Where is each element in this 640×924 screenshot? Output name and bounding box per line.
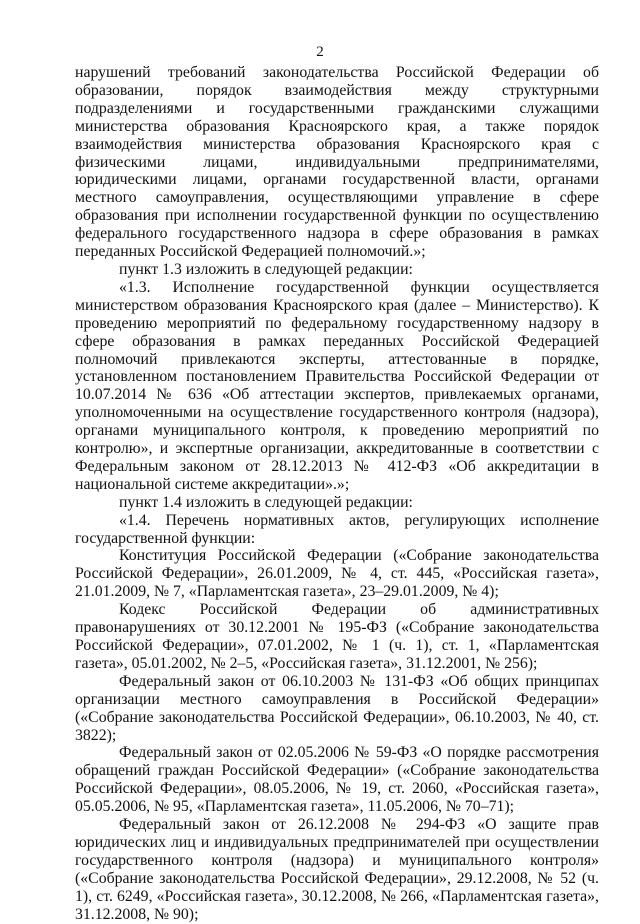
paragraph-8: Федеральный закон от 06.10.2003 № 131-ФЗ «Об общих принципах организации местного самоуправления в Российской Федерации» («Собрание законодательства Российской Федерации», 06.10.2003, № 40, ст. 3822);: [75, 672, 599, 744]
paragraph-1: нарушений требований законодательства Российской Федерации об образовании, порядок взаимодействия между структурными подразделениями и государственными гражданскими служащими министерства образования Красноярского края, а также порядок взаимодействия министерства образования Красноярского края с физическими лицами, индивидуальными предпринимателями, юридическими лицами, органами государственной власти, органами местного самоуправления, осуществляющими управление в сфере образования при исполнении государственной функции по осуществлению федерального государственного надзора в сфере образования в рамках переданных Российской Федерацией полномочий.»;: [75, 64, 599, 261]
paragraph-6: Конституция Российской Федерации («Собрание законодательства Российской Федерации», 26.01.2009, № 4, ст. 445, «Российская газета», 21.01.2009, № 7, «Парламентская газета», 23–29.01.2009, № 4);: [75, 547, 599, 601]
paragraph-9: Федеральный закон от 02.05.2006 № 59-ФЗ «О порядке рассмотрения обращений граждан Российской Федерации» («Собрание законодательства Российской Федерации», 08.05.2006, № 19, ст. 2060, «Российская газета», 05.05.2006, № 95, «Парламентская газета», 11.05.2006, № 70–71);: [75, 744, 599, 816]
paragraph-5: «1.4. Перечень нормативных актов, регулирующих исполнение государственной функции:: [75, 511, 599, 547]
paragraph-3: «1.3. Исполнение государственной функции осуществляется министерством образования Красноярского края (далее – Министерство). К проведению мероприятий по федеральному государственному надзору в сфере образования в рамках переданных Российской Федерацией полномочий привлекаются эксперты, аттестованные в порядке, установленном постановлением Правительства Российской Федерации от 10.07.2014 № 636 «Об аттестации экспертов, привлекаемых органами, уполномоченными на осуществление государственного контроля (надзора), органами муниципального контроля, к проведению мероприятий по контролю», и экспертные организации, аккредитованные в соответствии с Федеральным законом от 28.12.2013 № 412-ФЗ «Об аккредитации в национальной системе аккредитации».»;: [75, 278, 599, 493]
paragraph-4: пункт 1.4 изложить в следующей редакции:: [119, 493, 413, 511]
paragraph-7: Кодекс Российской Федерации об административных правонарушениях от 30.12.2001 № 195-ФЗ («Собрание законодательства Российской Федерации», 07.01.2002, № 1 (ч. 1), ст. 1, «Парламентская газета», 05.01.2002, № 2–5, «Российская газета», 31.12.2001, № 256);: [75, 601, 599, 672]
document-body: [75, 64, 599, 924]
paragraph-2: пункт 1.3 изложить в следующей редакции:: [119, 260, 413, 278]
page-number: 2: [316, 44, 324, 60]
paragraph-10: Федеральный закон от 26.12.2008 № 294-ФЗ «О защите прав юридических лиц и индивидуальных предпринимателей при осуществлении государственного контроля (надзора) и муниципального контроля» («Собрание законодательства Российской Федерации», 29.12.2008, № 52 (ч. 1), ст. 6249, «Российская газета», 30.12.2008, № 266, «Парламентская газета», 31.12.2008, № 90);: [75, 816, 599, 923]
